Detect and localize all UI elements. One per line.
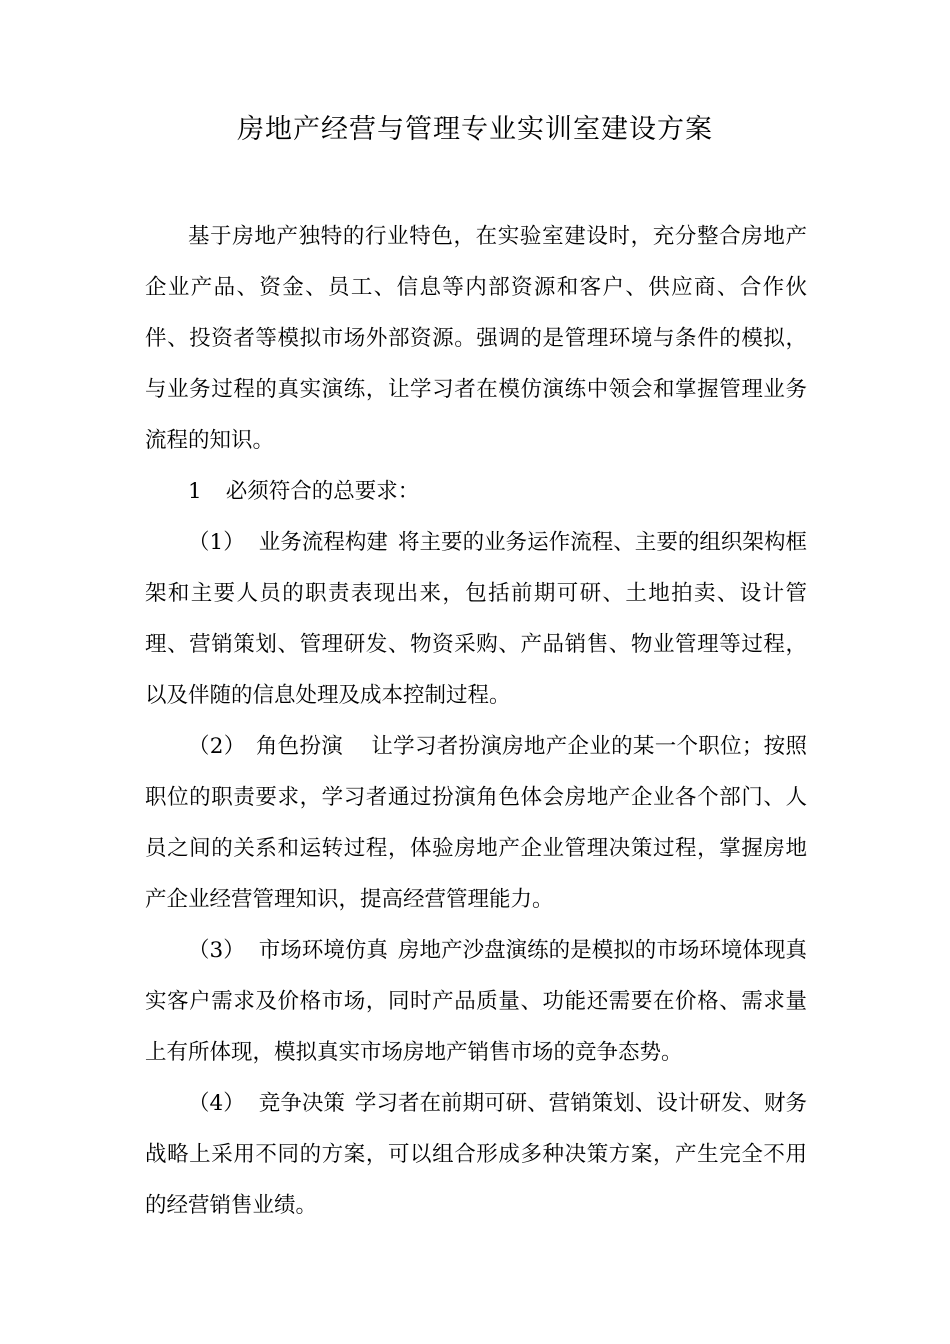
intro-paragraph: 基于房地产独特的行业特色，在实验室建设时，充分整合房地产企业产品、资金、员工、信息等内部资源和客户、供应商、合作伙伴、投资者等模拟市场外部资源。强调的是管理环境与条件的模拟，与业务过程的真实演练，让学习者在模仿演练中领会和掌握管理业务流程的知识。: [145, 224, 807, 453]
item-name: 业务流程构建: [258, 530, 388, 555]
requirement-item-2: [145, 721, 807, 925]
section-heading-text: 必须符合的总要求：: [225, 479, 420, 504]
item-number: （3）: [188, 938, 245, 963]
item-text: 让学习者扮演房地产企业的某一个职位；按照职位的职责要求，学习者通过扮演角色体会房地产企业各个部门、人员之间的关系和运转过程，体验房地产企业管理决策过程，掌握房地产企业经营管理知识，提高经营管理能力。: [145, 734, 807, 912]
item-name: 角色扮演: [255, 734, 344, 759]
section-number: 1: [188, 479, 202, 504]
requirement-item-3: [145, 925, 807, 1078]
item-number: （4）: [188, 1091, 245, 1116]
item-number: （1）: [188, 530, 245, 555]
requirement-item-4: [145, 1078, 807, 1231]
item-text: 将主要的业务运作流程、主要的组织架构框架和主要人员的职责表现出来，包括前期可研、土地拍卖、设计管理、营销策划、管理研发、物资采购、产品销售、物业管理等过程，以及伴随的信息处理及成本控制过程。: [145, 530, 807, 708]
document-body: [145, 211, 807, 1231]
item-text: 学习者在前期可研、营销策划、设计研发、财务战略上采用不同的方案，可以组合形成多种决策方案，产生完全不用的经营销售业绩。: [145, 1091, 807, 1218]
item-name: 竞争决策: [258, 1091, 345, 1116]
document-title: 房地产经营与管理专业实训室建设方案: [237, 114, 713, 145]
item-number: （2）: [188, 734, 246, 759]
requirement-item-1: [145, 517, 807, 721]
item-text: 房地产沙盘演练的是模拟的市场环境体现真实客户需求及价格市场，同时产品质量、功能还需要在价格、需求量上有所体现，模拟真实市场房地产销售市场的竞争态势。: [145, 938, 807, 1065]
section-heading: [145, 466, 807, 517]
item-name: 市场环境仿真: [258, 938, 388, 963]
